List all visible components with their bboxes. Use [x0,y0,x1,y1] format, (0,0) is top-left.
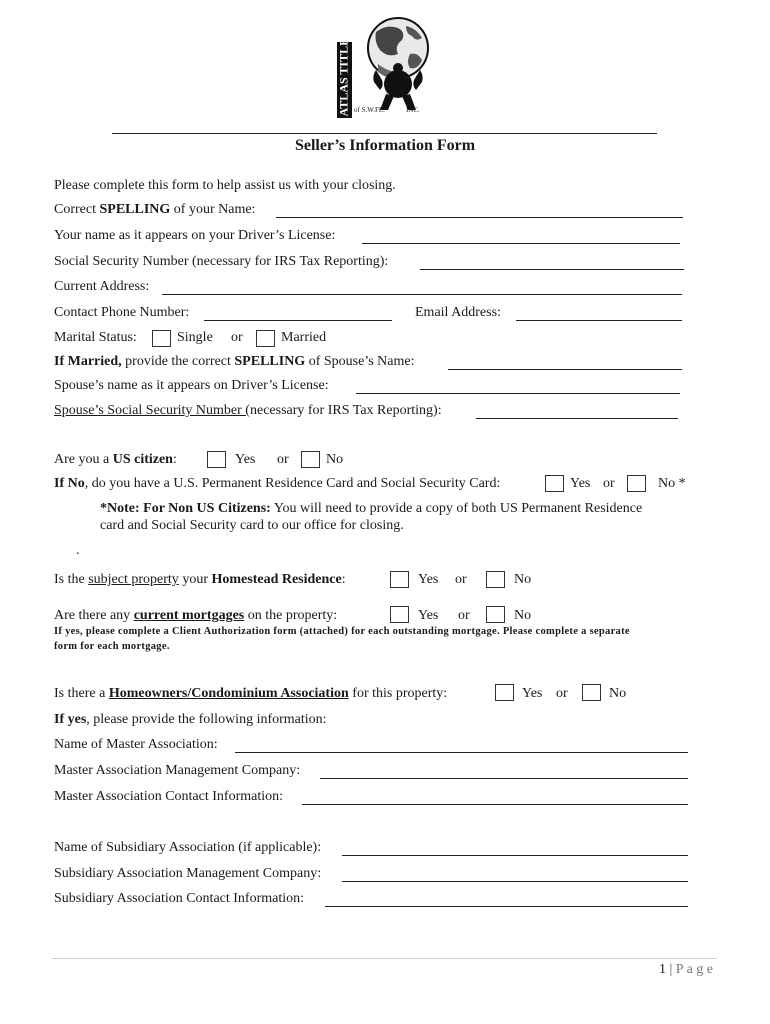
globe-atlas-logo-icon [336,14,444,120]
logo-brand-text: ATLAS TITLE [336,37,351,117]
license-name-field[interactable] [362,243,680,244]
ssn-field[interactable] [420,269,684,270]
master-name-field[interactable] [235,752,688,753]
email-field[interactable] [516,320,682,321]
stray-dot: . [76,543,80,558]
married-checkbox[interactable] [256,330,275,347]
mortgage-yes-label: Yes [418,608,439,623]
association-yes-checkbox[interactable] [495,684,514,701]
homestead-or: or [455,572,467,587]
spouse-license-label: Spouse’s name as it appears on Driver’s License: [54,378,329,393]
ssn-label: Social Security Number (necessary for IRS Tax Reporting): [54,254,389,269]
phone-field[interactable] [204,320,392,321]
mortgage-or: or [458,608,470,623]
citizen-no-checkbox[interactable] [301,451,320,468]
association-no-checkbox[interactable] [582,684,601,701]
spouse-ssn-field[interactable] [476,418,678,419]
residence-or: or [603,476,615,491]
email-label: Email Address: [415,305,501,320]
logo-sub-right: INC. [406,106,420,114]
form-title: Seller’s Information Form [294,137,476,154]
non-citizen-note-line2: card and Social Security card to our office for closing. [100,518,404,533]
phone-label: Contact Phone Number: [54,305,190,320]
homestead-question: Is the subject property your Homestead Residence: [54,572,346,587]
residence-no-checkbox[interactable] [627,475,646,492]
name-spelling-field[interactable] [276,217,683,218]
master-contact-label: Master Association Contact Information: [54,789,284,804]
header-rule [112,133,657,134]
master-mgmt-field[interactable] [320,778,688,779]
address-field[interactable] [162,294,682,295]
citizen-or: or [277,452,289,467]
license-name-label: Your name as it appears on your Driver’s License: [54,228,336,243]
homestead-yes-checkbox[interactable] [390,571,409,588]
mortgage-yes-checkbox[interactable] [390,606,409,623]
page-footer [659,962,713,978]
married-label: Married [281,330,327,345]
master-name-label: Name of Master Association: [54,737,218,752]
marital-label: Marital Status: [54,330,137,345]
sub-name-label: Name of Subsidiary Association (if applicable): [54,840,322,855]
address-label: Current Address: [54,279,150,294]
spouse-spelling-field[interactable] [448,369,682,370]
spouse-ssn-label: Spouse’s Social Security Number (necessary for IRS Tax Reporting): [54,403,442,418]
mortgage-no-checkbox[interactable] [486,606,505,623]
single-label: Single [177,330,213,345]
master-mgmt-label: Master Association Management Company: [54,763,301,778]
page-sep: | [665,962,676,977]
non-citizen-note: *Note: For Non US Citizens: You will need to provide a copy of both US Permanent Residence [100,501,643,516]
residence-no-label: No * [658,476,686,491]
association-or: or [556,686,568,701]
logo-sub-left: of S.W.FL. [354,106,385,114]
mortgage-question: Are there any current mortgages on the property: [54,608,338,623]
sub-name-field[interactable] [342,855,688,856]
citizen-no-label: No [326,452,344,467]
mortgage-no-label: No [514,608,532,623]
residence-yes-checkbox[interactable] [545,475,564,492]
company-logo [336,14,444,120]
association-yes-label: Yes [522,686,543,701]
homestead-no-label: No [514,572,532,587]
sub-contact-label: Subsidiary Association Contact Information: [54,891,305,906]
association-ifyes: If yes, please provide the following information: [54,712,327,727]
master-contact-field[interactable] [302,804,688,805]
association-question: Is there a Homeowners/Condominium Association for this property: [54,686,448,701]
mortgage-note-line2: form for each mortgage. [54,641,170,652]
single-checkbox[interactable] [152,330,171,347]
name-spelling-label: Correct SPELLING of your Name: [54,202,256,217]
footer-rule [52,958,717,959]
citizen-question: Are you a US citizen: [54,452,177,467]
homestead-no-checkbox[interactable] [486,571,505,588]
homestead-yes-label: Yes [418,572,439,587]
sub-mgmt-label: Subsidiary Association Management Company: [54,866,322,881]
intro-text: Please complete this form to help assist us with your closing. [54,178,396,193]
page-number: 1 [658,962,666,977]
spouse-license-field[interactable] [356,393,680,394]
citizen-yes-checkbox[interactable] [207,451,226,468]
residence-yes-label: Yes [570,476,591,491]
spouse-spelling-label: If Married, provide the correct SPELLING of Spouse’s Name: [54,354,415,369]
page-word: P a g e [675,962,713,977]
marital-or: or [231,330,243,345]
association-no-label: No [609,686,627,701]
citizen-yes-label: Yes [235,452,256,467]
residence-card-question: If No, do you have a U.S. Permanent Residence Card and Social Security Card: [54,476,501,491]
sub-contact-field[interactable] [325,906,688,907]
sub-mgmt-field[interactable] [342,881,688,882]
mortgage-note-line1: If yes, please complete a Client Authorization form (attached) for each outstanding mortgage. Please complete a separate [54,626,630,637]
